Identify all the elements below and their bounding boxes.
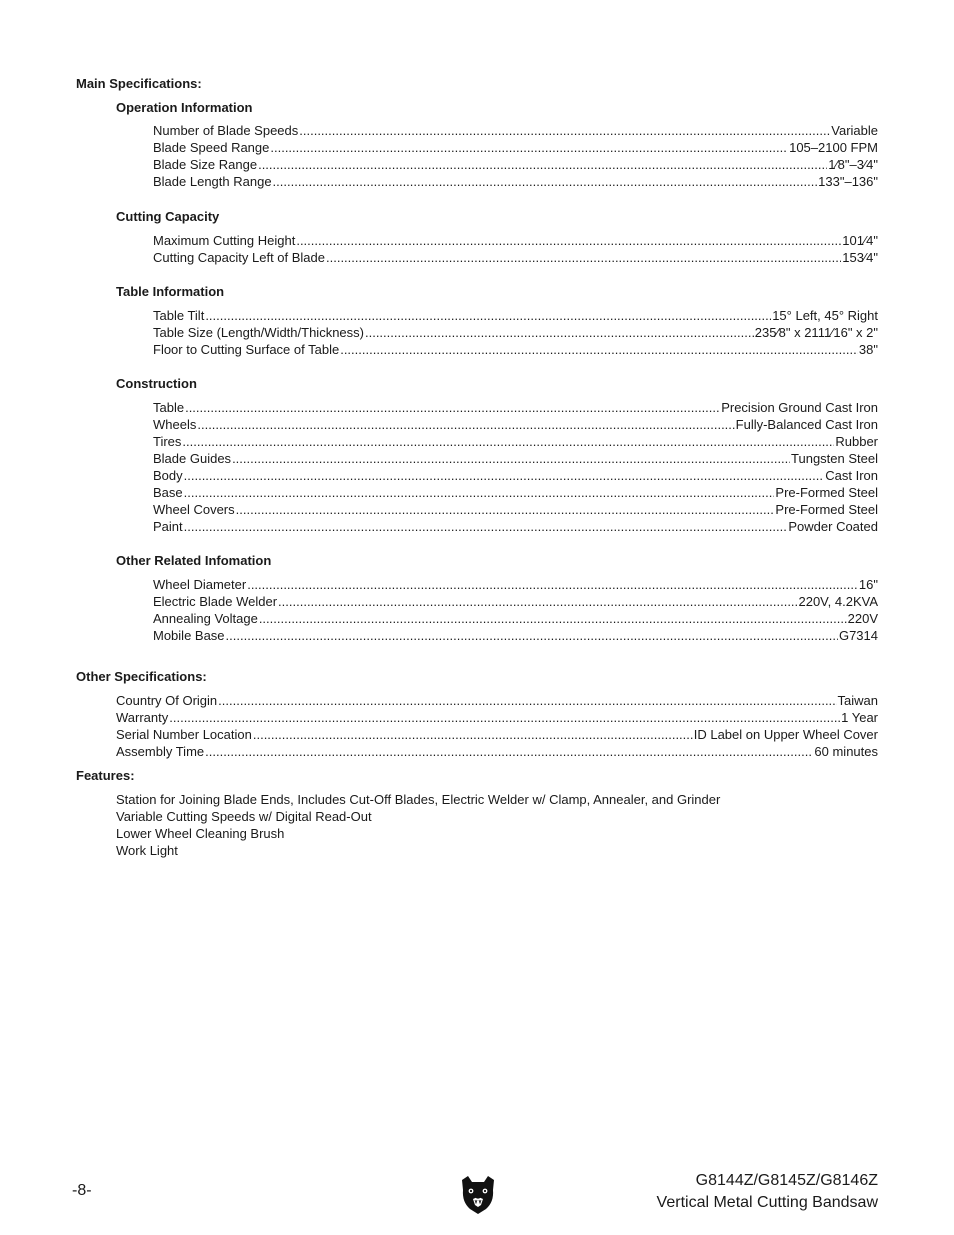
spec-row [153, 249, 878, 266]
spec-value: ID Label on Upper Wheel Cover [693, 727, 878, 742]
spec-value: Rubber [835, 434, 878, 449]
spec-value: 16" [858, 577, 878, 592]
spec-label: Warranty [116, 710, 169, 725]
product-name: Vertical Metal Cutting Bandsaw [656, 1194, 878, 1211]
leader-dots [184, 518, 788, 535]
spec-value: 1 Year [841, 710, 878, 725]
feature-item: Variable Cutting Speeds w/ Digital Read-Out [116, 809, 372, 824]
spec-row [153, 610, 878, 627]
spec-row [153, 232, 878, 249]
spec-value: Pre-Formed Steel [775, 502, 878, 517]
spec-label: Wheel Diameter [153, 577, 247, 592]
spec-label: Tires [153, 434, 182, 449]
leader-dots [236, 501, 775, 518]
feature-item: Lower Wheel Cleaning Brush [116, 826, 285, 841]
spec-label: Blade Guides [153, 451, 232, 466]
spec-value: 235⁄8" x 2111⁄16" x 2" [754, 325, 878, 340]
leader-dots [185, 399, 720, 416]
leader-dots [184, 484, 775, 501]
other-specifications-heading: Other Specifications: [76, 669, 207, 684]
spec-label: Serial Number Location [116, 727, 252, 742]
spec-row [153, 173, 878, 190]
spec-label: Assembly Time [116, 744, 205, 759]
leader-dots [218, 692, 836, 709]
other-related-information-heading: Other Related Infomation [116, 553, 272, 568]
spec-label: Country Of Origin [116, 693, 218, 708]
spec-label: Wheels [153, 417, 197, 432]
spec-row [153, 593, 878, 610]
spec-value: 220V [847, 611, 878, 626]
spec-row [116, 709, 878, 726]
leader-dots [253, 726, 693, 743]
spec-label: Table Tilt [153, 308, 205, 323]
spec-row [116, 692, 878, 709]
leader-dots [205, 307, 771, 324]
spec-row [153, 122, 878, 139]
model-numbers: G8144Z/G8145Z/G8146Z [695, 1172, 878, 1189]
spec-value: 101⁄4" [842, 233, 878, 248]
spec-value: Variable [831, 123, 878, 138]
spec-value: Pre-Formed Steel [775, 485, 878, 500]
spec-row [153, 416, 878, 433]
leader-dots [278, 593, 797, 610]
spec-value: Cast Iron [825, 468, 878, 483]
spec-value: G7314 [838, 628, 878, 643]
spec-value: Powder Coated [788, 519, 878, 534]
spec-label: Table [153, 400, 185, 415]
spec-label: Maximum Cutting Height [153, 233, 296, 248]
bear-head-logo-icon [456, 1172, 500, 1216]
page-number: -8- [72, 1182, 92, 1199]
spec-label: Blade Length Range [153, 174, 272, 189]
spec-row [153, 467, 878, 484]
spec-value: 105–2100 FPM [789, 140, 878, 155]
table-information-heading: Table Information [116, 284, 225, 299]
spec-row [153, 627, 878, 644]
spec-value: 220V, 4.2KVA [798, 594, 878, 609]
spec-label: Cutting Capacity Left of Blade [153, 250, 325, 265]
leader-dots [184, 467, 825, 484]
spec-value: Precision Ground Cast Iron [721, 400, 878, 415]
spec-label: Paint [153, 519, 183, 534]
spec-label: Annealing Voltage [153, 611, 258, 626]
feature-item: Station for Joining Blade Ends, Includes Cut-Off Blades, Electric Welder w/ Clamp, Annealer, and Grinder [116, 792, 721, 807]
spec-label: Number of Blade Speeds [153, 123, 299, 138]
spec-value: Tungsten Steel [791, 451, 878, 466]
leader-dots [247, 576, 858, 593]
spec-label: Mobile Base [153, 628, 225, 643]
spec-label: Body [153, 468, 183, 483]
leader-dots [340, 341, 858, 358]
spec-label: Blade Size Range [153, 157, 258, 172]
spec-row [153, 501, 878, 518]
spec-value: 38" [858, 342, 878, 357]
spec-row [153, 399, 878, 416]
spec-row [153, 484, 878, 501]
leader-dots [182, 433, 834, 450]
features-heading: Features: [76, 768, 135, 783]
leader-dots [226, 627, 838, 644]
spec-label: Base [153, 485, 183, 500]
leader-dots [169, 709, 840, 726]
leader-dots [259, 610, 847, 627]
construction-heading: Construction [116, 376, 197, 391]
spec-row [153, 156, 878, 173]
spec-row [153, 324, 878, 341]
spec-value: 1⁄8"–3⁄4" [828, 157, 878, 172]
spec-row [153, 307, 878, 324]
spec-value: 153⁄4" [842, 250, 878, 265]
spec-row [116, 743, 878, 760]
leader-dots [205, 743, 813, 760]
spec-value: 60 minutes [814, 744, 878, 759]
feature-item: Work Light [116, 843, 178, 858]
leader-dots [365, 324, 754, 341]
spec-value: 133"–136" [818, 174, 878, 189]
spec-row [153, 433, 878, 450]
spec-row [116, 726, 878, 743]
main-specifications-heading: Main Specifications: [76, 76, 202, 91]
leader-dots [232, 450, 790, 467]
spec-row [153, 450, 878, 467]
leader-dots [326, 249, 841, 266]
spec-row [153, 576, 878, 593]
leader-dots [273, 173, 818, 190]
spec-row [153, 139, 878, 156]
spec-label: Electric Blade Welder [153, 594, 278, 609]
operation-information-heading: Operation Information [116, 100, 253, 115]
leader-dots [299, 122, 830, 139]
leader-dots [258, 156, 827, 173]
spec-row [153, 341, 878, 358]
leader-dots [296, 232, 841, 249]
cutting-capacity-heading: Cutting Capacity [116, 209, 220, 224]
spec-value: Taiwan [837, 693, 878, 708]
spec-row [153, 518, 878, 535]
spec-value: 15° Left, 45° Right [772, 308, 878, 323]
leader-dots [270, 139, 788, 156]
spec-label: Blade Speed Range [153, 140, 270, 155]
spec-value: Fully-Balanced Cast Iron [735, 417, 878, 432]
spec-label: Wheel Covers [153, 502, 235, 517]
footer-model-block [657, 1170, 878, 1214]
leader-dots [197, 416, 734, 433]
spec-label: Table Size (Length/Width/Thickness) [153, 325, 364, 340]
spec-label: Floor to Cutting Surface of Table [153, 342, 340, 357]
